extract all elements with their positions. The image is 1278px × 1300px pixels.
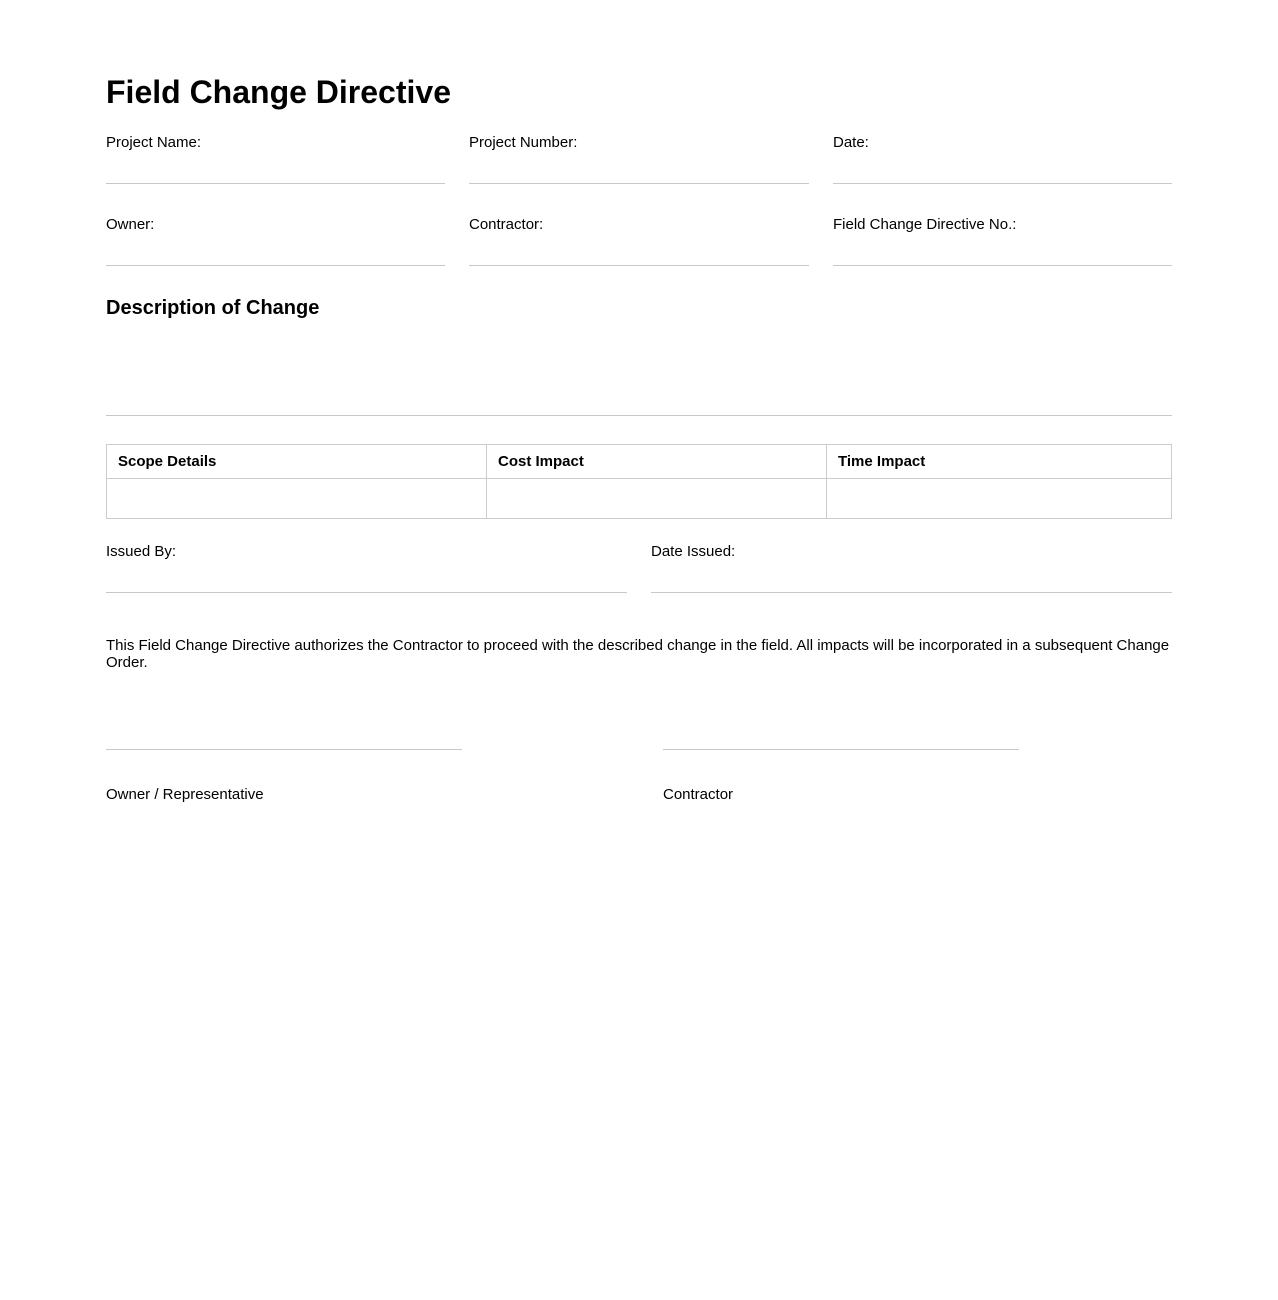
impact-table: [106, 444, 1172, 519]
cost-impact-cell[interactable]: [487, 479, 827, 519]
project-name-field[interactable]: [106, 183, 445, 184]
date-issued-label: Date Issued:: [651, 543, 736, 560]
time-impact-cell[interactable]: [827, 479, 1172, 519]
project-name-label: Project Name:: [106, 134, 202, 151]
contractor-label: Contractor:: [469, 216, 544, 233]
header-cost-impact: Cost Impact: [487, 445, 827, 479]
table-row: [107, 479, 1172, 519]
header-time-impact: Time Impact: [827, 445, 1172, 479]
project-number-label: Project Number:: [469, 134, 578, 151]
contractor-signature-label: Contractor: [663, 786, 734, 803]
table-header-row: [107, 445, 1172, 479]
owner-signature-label: Owner / Representative: [106, 786, 264, 803]
contractor-signature-line[interactable]: [663, 749, 1019, 750]
owner-field[interactable]: [106, 265, 445, 266]
scope-details-cell[interactable]: [107, 479, 487, 519]
description-heading: Description of Change: [106, 297, 320, 319]
page-title: Field Change Directive: [106, 74, 451, 110]
date-field[interactable]: [833, 183, 1172, 184]
project-number-field[interactable]: [469, 183, 809, 184]
fcd-number-field[interactable]: [833, 265, 1172, 266]
header-scope-details: Scope Details: [107, 445, 487, 479]
authorization-statement: This Field Change Directive authorizes the Contractor to proceed with the described change in the field. All impacts will be incorporated in a subsequent Change Order.: [106, 637, 1170, 671]
fcd-number-label: Field Change Directive No.:: [833, 216, 1017, 233]
owner-signature-line[interactable]: [106, 749, 462, 750]
description-field[interactable]: [106, 415, 1172, 416]
owner-label: Owner:: [106, 216, 155, 233]
issued-by-field[interactable]: [106, 592, 627, 593]
date-label: Date:: [833, 134, 869, 151]
date-issued-field[interactable]: [651, 592, 1172, 593]
contractor-field[interactable]: [469, 265, 809, 266]
issued-by-label: Issued By:: [106, 543, 177, 560]
